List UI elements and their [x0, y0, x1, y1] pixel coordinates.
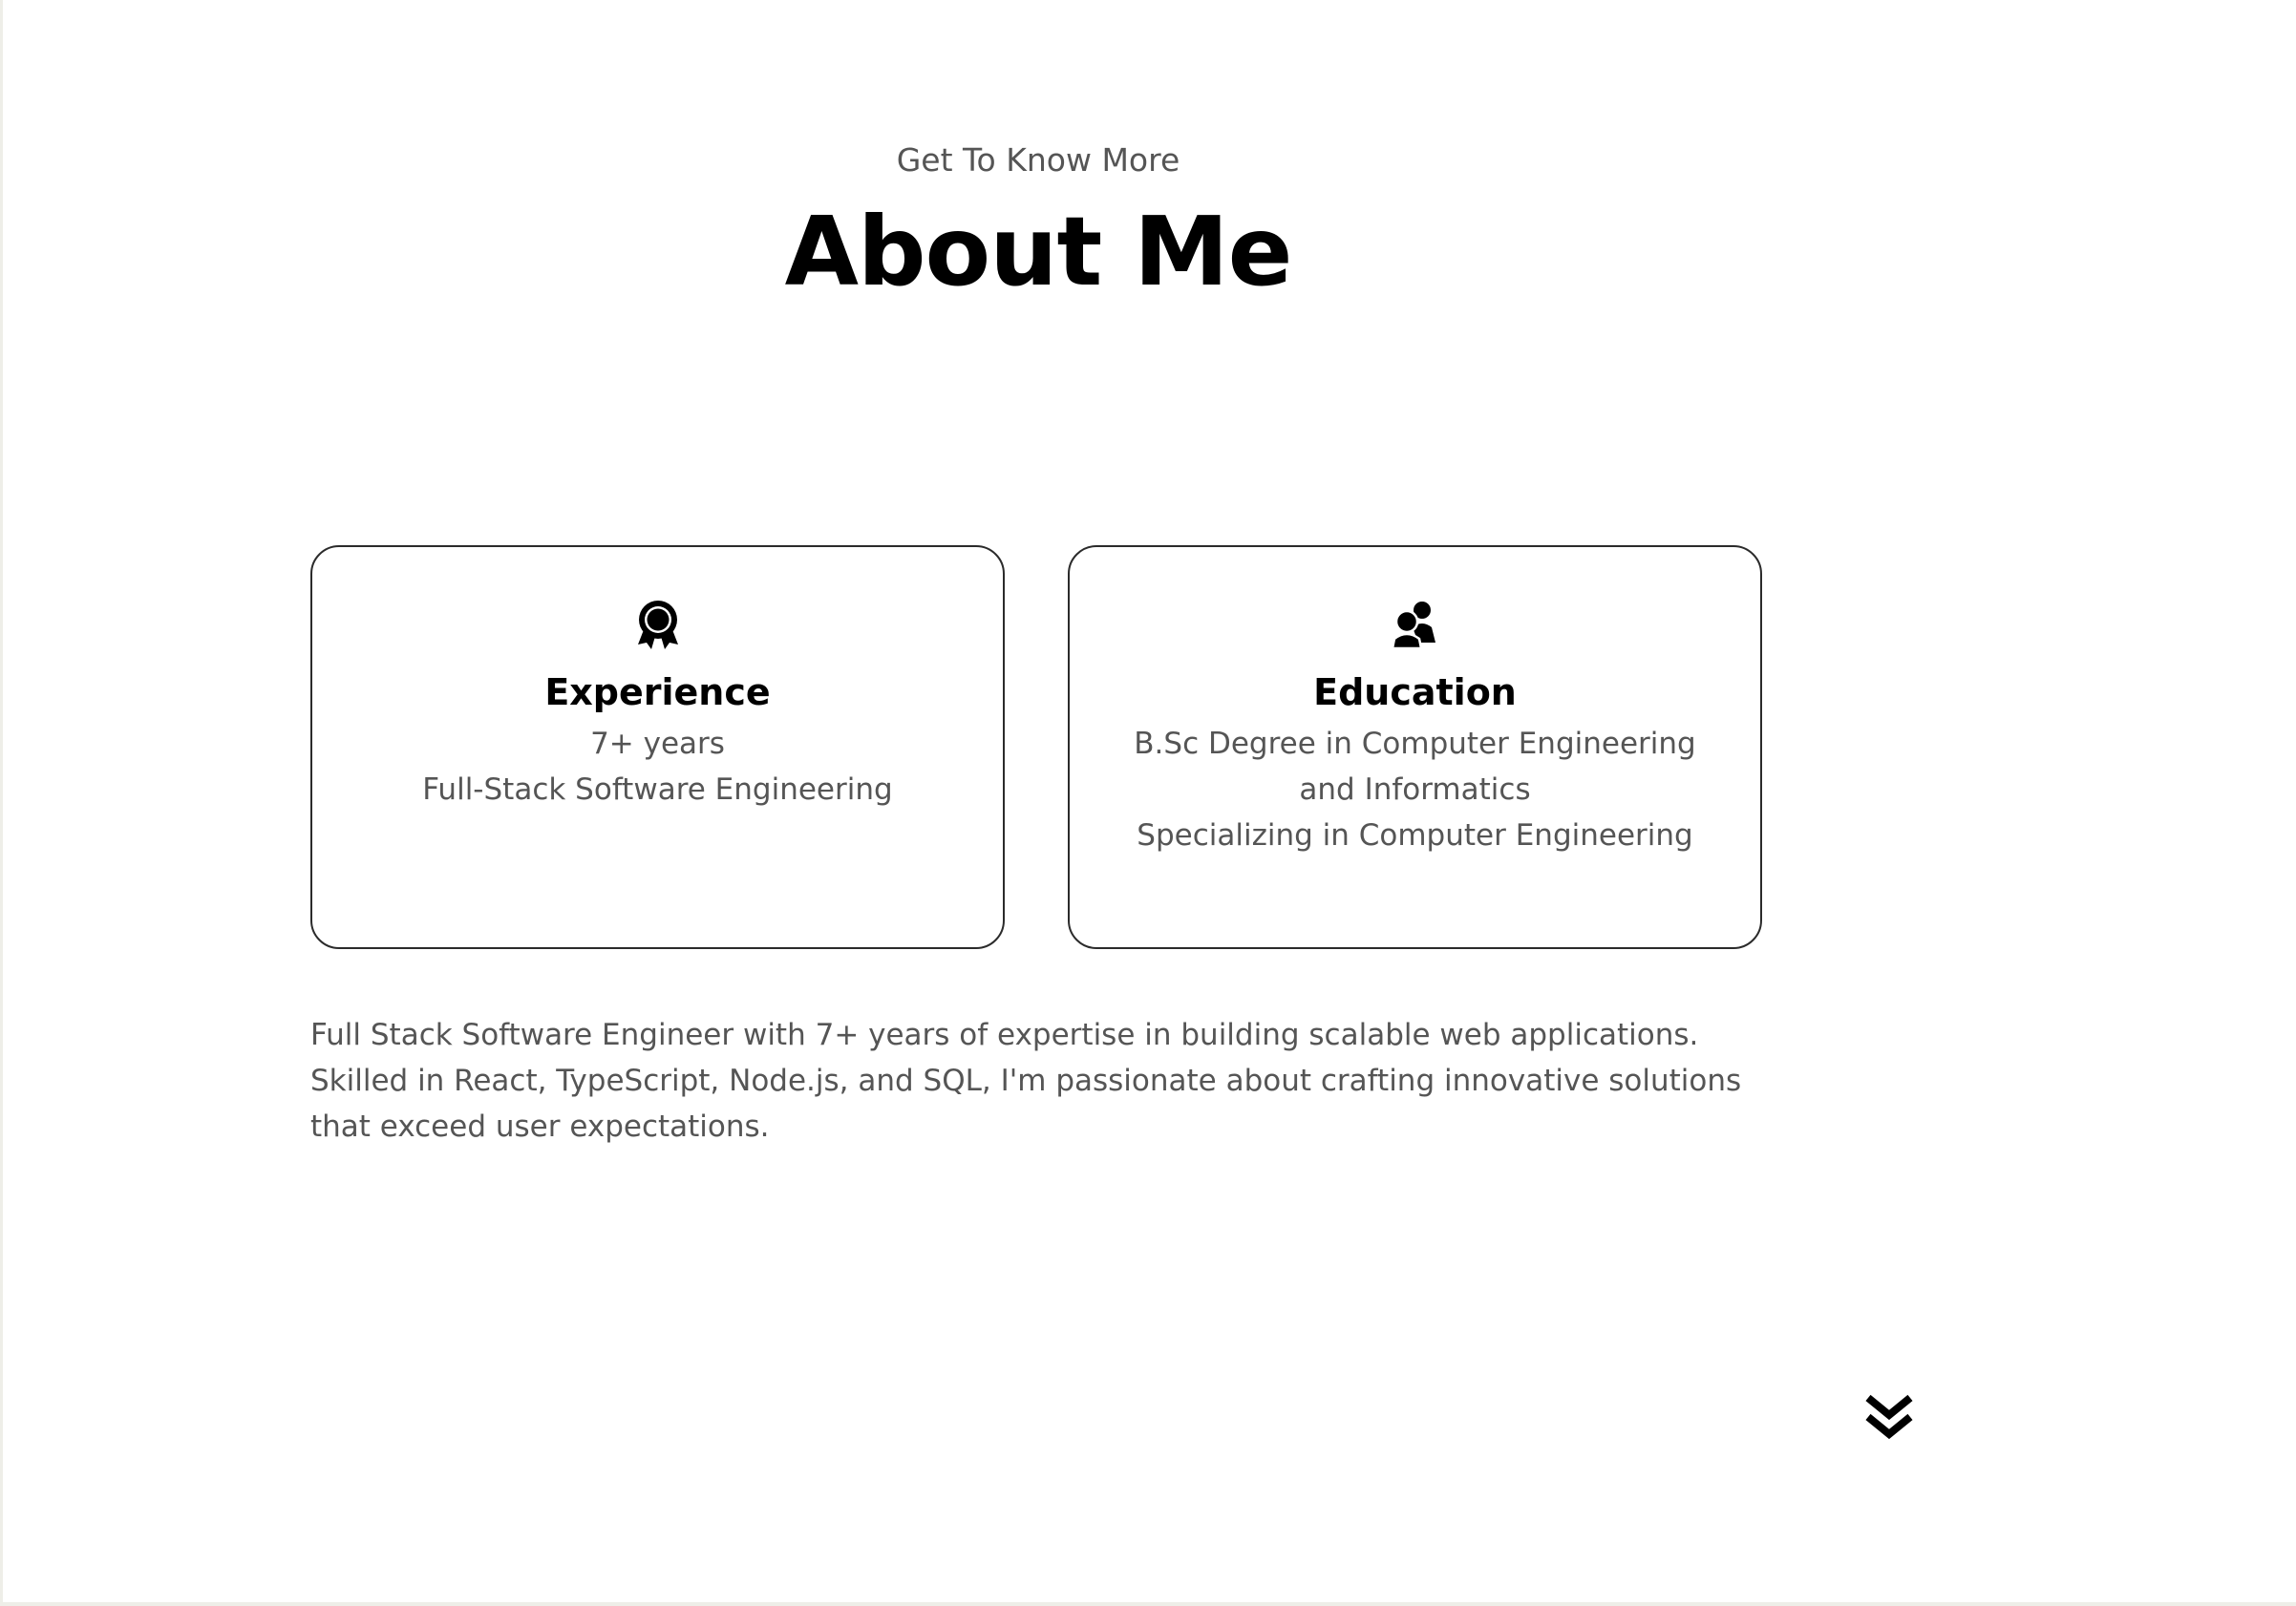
about-section: [3, 0, 2296, 1602]
experience-details: [341, 721, 974, 813]
about-description: [310, 1012, 1800, 1150]
about-line-2: Skilled in React, TypeScript, Node.js, and SQL, I'm passionate about crafting innovative solutions: [310, 1064, 1742, 1098]
section-subtitle: Get To Know More: [896, 141, 1180, 179]
education-specialization: Specializing in Computer Engineering: [1137, 818, 1693, 853]
section-title: About Me: [784, 196, 1292, 307]
about-line-3: that exceed user expectations.: [310, 1109, 770, 1144]
education-details: [1098, 721, 1732, 858]
experience-title: Experience: [544, 671, 771, 713]
education-title: Education: [1313, 671, 1517, 713]
about-line-1: Full Stack Software Engineer with 7+ years of expertise in building scalable web applications.: [310, 1018, 1699, 1052]
education-degree-line-1: B.Sc Degree in Computer Engineering: [1134, 727, 1696, 761]
double-chevron-down-icon[interactable]: [1865, 1392, 1913, 1444]
education-users-icon: [1070, 599, 1760, 650]
experience-years: 7+ years: [590, 727, 725, 761]
education-card: [1068, 545, 1762, 949]
education-degree-line-2: and Informatics: [1299, 772, 1531, 807]
experience-award-icon: [312, 599, 1003, 650]
experience-field: Full-Stack Software Engineering: [422, 772, 893, 807]
experience-card: [310, 545, 1005, 949]
